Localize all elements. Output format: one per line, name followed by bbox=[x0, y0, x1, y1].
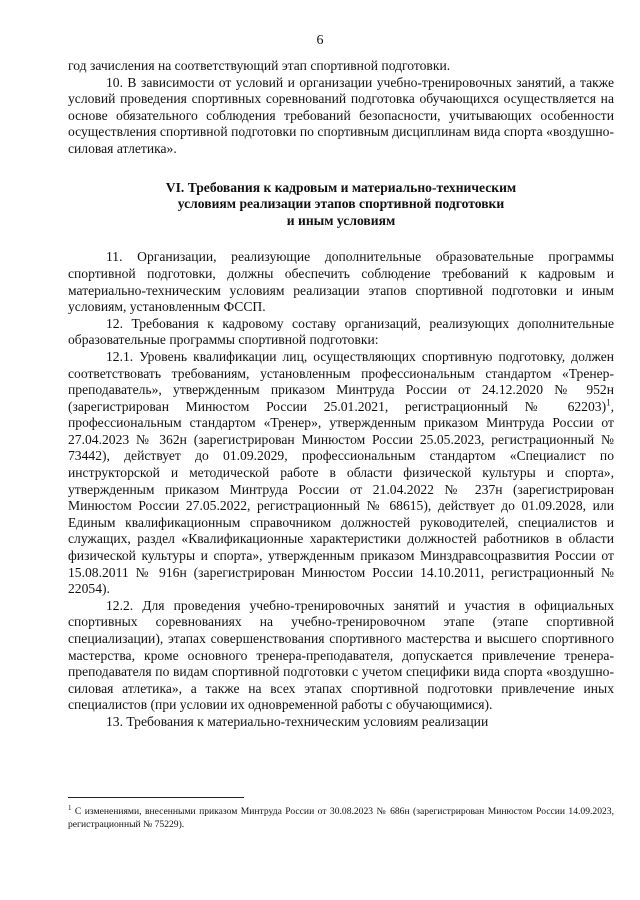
paragraph-10: 10. В зависимости от условий и организации учебно-тренировочных занятий, а также условий проведения спортивных соревнований подготовка обучающихся осуществляется на основе обязательного соблюдения требований безопасности, учитывающих особенности осуществления спортивной подготовки по спортивным дисциплинам вида спорта «воздушно-силовая атлетика». bbox=[68, 74, 614, 156]
footnote-mark: 1 bbox=[68, 804, 72, 812]
paragraph-12-1-part-2: , профессиональным стандартом «Тренер», утвержденным приказом Минтруда России от 27.04.2023 № 362н (зарегистрирован Минюстом России 25.05.2023, регистрационный № 73442), действует до 01.09.2029, профессиональным стандартом «Специалист по инструкторской и методической работе в области физической культуры и спорта», утвержденным приказом Минтруда России от 21.04.2022 № 237н (зарегистрирован Минюстом России 27.05.2022, регистрационный № 68615), действует до 01.09.2028, или Единым квалификационным справочником должностей руководителей, специалистов и служащих, раздел «Квалификационные характеристики должностей работников в области физической культуры и спорта», утвержденным приказом Минздравсоцразвития России от 15.08.2011 № 916н (зарегистрирован Минюстом России 14.10.2011, регистрационный № 22054). bbox=[68, 398, 614, 597]
footnote bbox=[68, 802, 614, 831]
section-title-line-3: и иным условиям bbox=[286, 212, 396, 228]
page-number: 6 bbox=[316, 33, 324, 48]
paragraph-12-1-part-1: 12.1. Уровень квалификации лиц, осуществляющих спортивную подготовку, должен соответствовать требованиям, установленным профессиональным стандартом «Тренер-преподаватель», утвержденным приказом Минтруда России от 24.12.2020 № 952н (зарегистрирован Минюстом России 25.01.2021, регистрационный № 62203) bbox=[68, 348, 614, 414]
document-body bbox=[68, 58, 614, 731]
footnote-separator bbox=[68, 797, 244, 798]
section-title bbox=[68, 180, 614, 230]
footnote-text: С изменениями, внесенными приказом Минтруда России от 30.08.2023 № 686н (зарегистрирован Минюстом России 14.09.2023, регистрационный № 75229). bbox=[68, 806, 614, 830]
paragraph-12-1 bbox=[68, 349, 614, 598]
section-title-line-2: условиям реализации этапов спортивной подготовки bbox=[177, 196, 505, 212]
paragraph-continuation: год зачисления на соответствующий этап спортивной подготовки. bbox=[68, 58, 451, 73]
footnote-reference: 1 bbox=[606, 397, 611, 408]
paragraph-12-2: 12.2. Для проведения учебно-тренировочных занятий и участия в официальных спортивных соревнованиях на учебно-тренировочном этапе (этапе спортивной специализации), этапах совершенствования спортивного мастерства и высшего спортивного мастерства, кроме основного тренера-преподавателя, допускается привлечение тренера-преподавателя по видам спортивной подготовки с учетом специфики вида спорта «воздушно-силовая атлетика», а также на всех этапах спортивной подготовки привлечение иных специалистов (при условии их одновременной работы с обучающимися). bbox=[68, 597, 614, 713]
paragraph-13: 13. Требования к материально-техническим условиям реализации bbox=[106, 713, 489, 729]
section-title-line-1: VI. Требования к кадровым и материально-техническим bbox=[165, 179, 517, 195]
paragraph-11: 11. Организации, реализующие дополнительные образовательные программы спортивной подготовки, должны обеспечить соблюдение требований к кадровым и материально-техническим условиям реализации этапов спортивной подготовки и иным условиям, установленным ФССП. bbox=[68, 249, 614, 315]
paragraph-12: 12. Требования к кадровому составу организаций, реализующих дополнительные образовательные программы спортивной подготовки: bbox=[68, 315, 614, 348]
